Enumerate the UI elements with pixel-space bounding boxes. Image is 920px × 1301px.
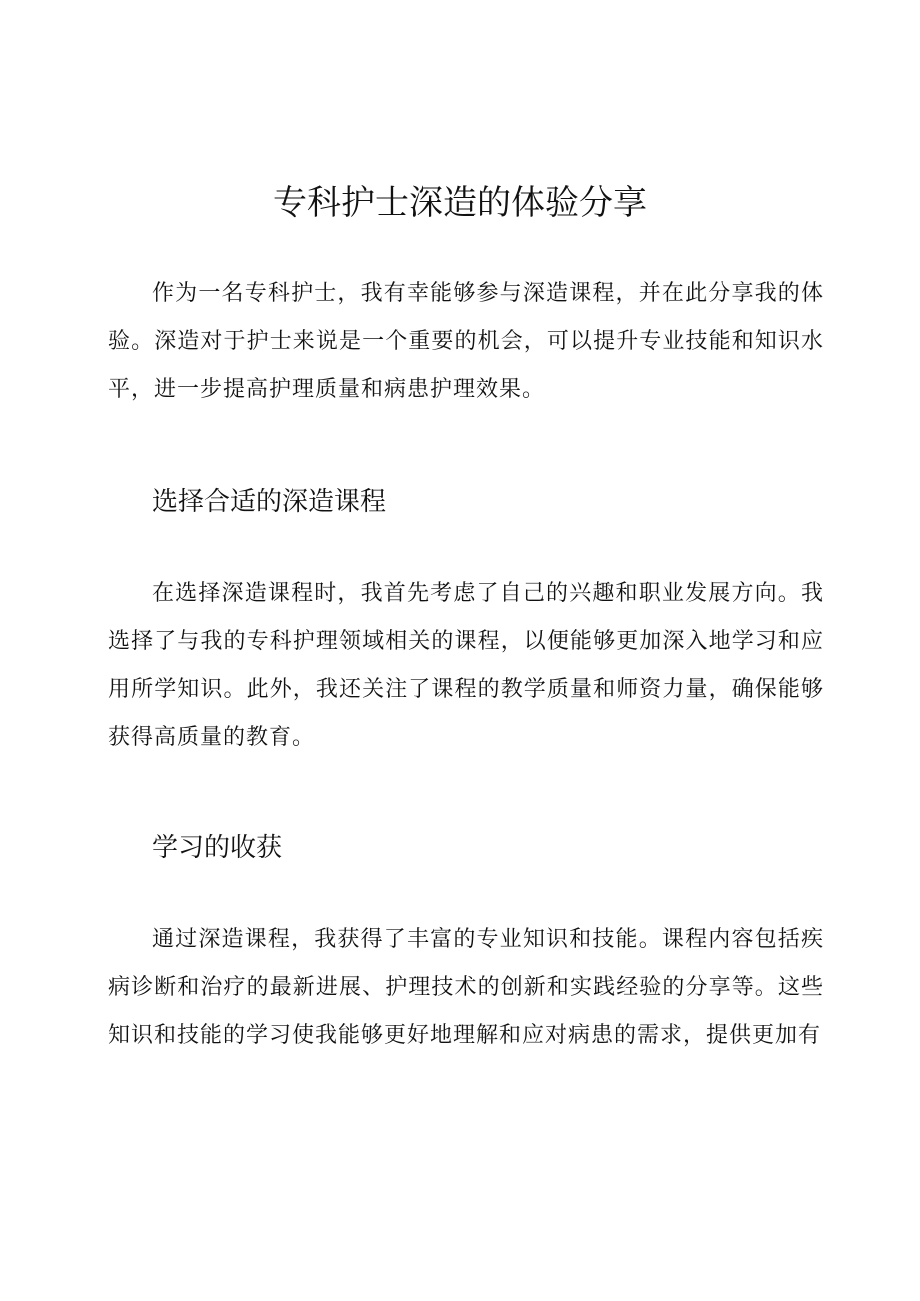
document-title: 专科护士深造的体验分享	[273, 183, 647, 223]
intro-paragraph: 作为一名专科护士，我有幸能够参与深造课程，并在此分享我的体验。深造对于护士来说是一个重要的机会，可以提升专业技能和知识水平，进一步提高护理质量和病患护理效果。	[108, 281, 824, 402]
section-heading-course-selection: 选择合适的深造课程	[152, 487, 387, 517]
section-heading-learning-gains: 学习的收获	[152, 833, 283, 863]
section-paragraph-learning-gains: 通过深造课程，我获得了丰富的专业知识和技能。课程内容包括疾病诊断和治疗的最新进展、护理技术的创新和实践经验的分享等。这些知识和技能的学习使我能够更好地理解和应对病患的需求，提供更加有	[108, 927, 824, 1048]
section-paragraph-course-selection: 在选择深造课程时，我首先考虑了自己的兴趣和职业发展方向。我选择了与我的专科护理领域相关的课程，以便能够更加深入地学习和应用所学知识。此外，我还关注了课程的教学质量和师资力量，确保能够获得高质量的教育。	[108, 581, 824, 750]
